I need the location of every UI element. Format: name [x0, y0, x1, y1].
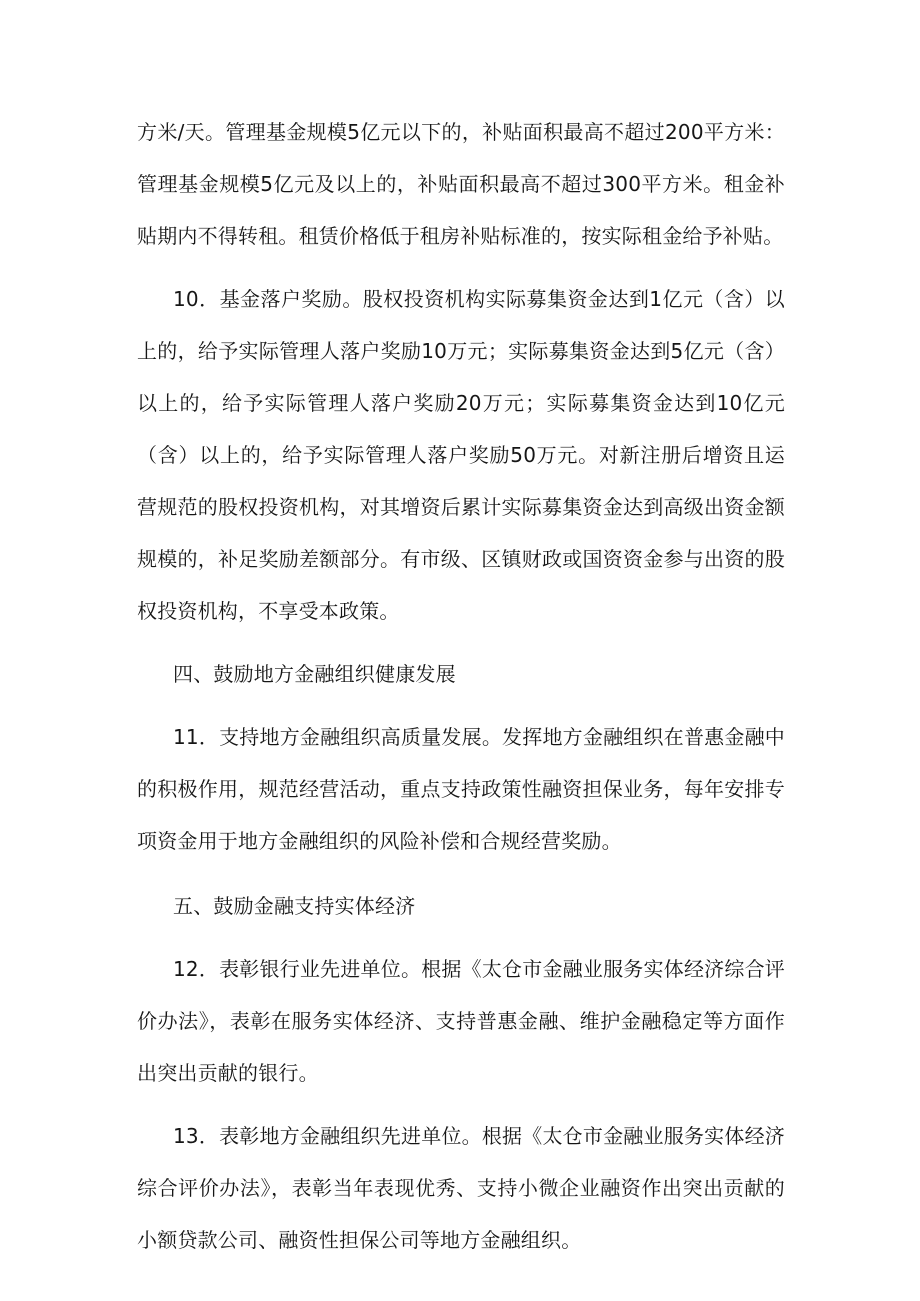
section-heading-4: 四、鼓励地方金融组织健康发展	[173, 662, 456, 686]
paragraph-item-10: 10．基金落户奖励。股权投资机构实际募集资金达到1亿元（含）以上的，给予实际管理人落户奖励10万元；实际募集资金达到5亿元（含）以上的，给予实际管理人落户奖励20万元；实际募集资金达到10亿元（含）以上的，给予实际管理人落户奖励50万元。对新注册后增资且运营规范的股权投资机构，对其增资后累计实际募集资金达到高级出资金额规模的，补足奖励差额部分。有市级、区镇财政或国资资金参与出资的股权投资机构，不享受本政策。	[137, 287, 785, 623]
section-heading-5: 五、鼓励金融支持实体经济	[173, 894, 416, 918]
paragraph-item-13: 13．表彰地方金融组织先进单位。根据《太仓市金融业服务实体经济综合评价办法》，表彰当年表现优秀、支持小微企业融资作出突出贡献的小额贷款公司、融资性担保公司等地方金融组织。	[137, 1124, 785, 1252]
document-body	[137, 106, 785, 1266]
paragraph-item-11: 11．支持地方金融组织高质量发展。发挥地方金融组织在普惠金融中的积极作用，规范经营活动，重点支持政策性融资担保业务，每年安排专项资金用于地方金融组织的风险补偿和合规经营奖励。	[137, 725, 785, 853]
paragraph-continuation: 方米/天。管理基金规模5亿元以下的，补贴面积最高不超过200平方米：管理基金规模5亿元及以上的，补贴面积最高不超过300平方米。租金补贴期内不得转租。租赁价格低于租房补贴标准的，按实际租金给予补贴。	[137, 120, 785, 248]
paragraph-item-12: 12．表彰银行业先进单位。根据《太仓市金融业服务实体经济综合评价办法》，表彰在服务实体经济、支持普惠金融、维护金融稳定等方面作出突出贡献的银行。	[137, 957, 785, 1085]
